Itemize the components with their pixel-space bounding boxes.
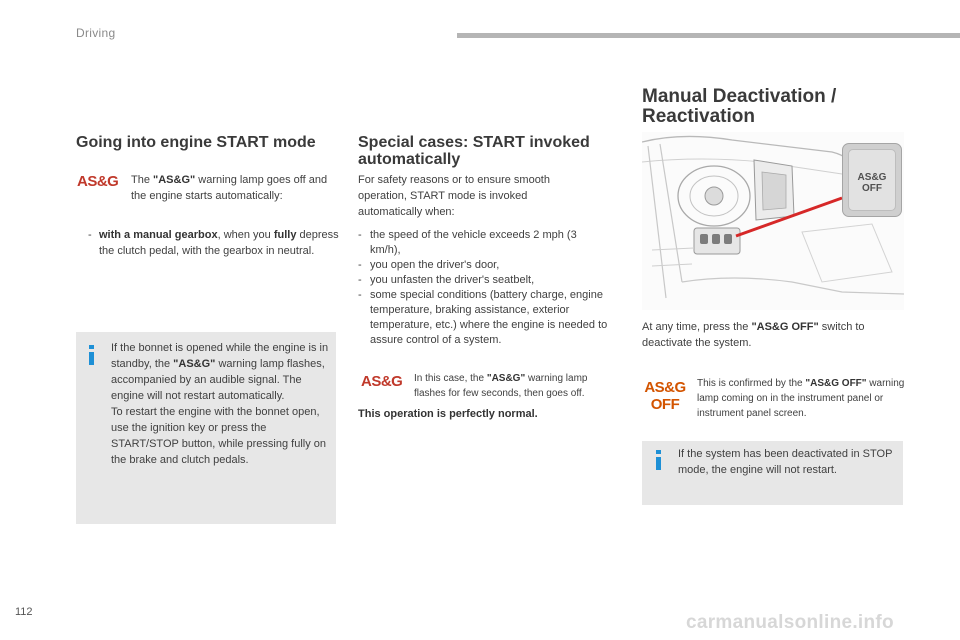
button-label: AS&G	[857, 172, 887, 183]
info-box-bonnet	[76, 332, 336, 524]
asg-warning-icon: AS&G	[361, 373, 403, 390]
special-cases-intro: For safety reasons or to ensure smooth operation, START mode is invoked automatically when:	[358, 174, 550, 218]
deactivated-info-text: If the system has been deactivated in STOP mode, the engine will not restart.	[678, 448, 893, 476]
press-switch-text: At any time, press the "AS&G OFF" switch to deactivate the system.	[642, 321, 865, 349]
list-item: - the speed of the vehicle exceeds 2 mph (3 km/h),	[358, 228, 608, 258]
flash-note-text: In this case, the "AS&G" warning lamp flashes for few seconds, then goes off.	[414, 373, 588, 399]
list-item: - you unfasten the driver's seatbelt,	[358, 273, 608, 288]
start-intro-text: The "AS&G" warning lamp goes off and the engine starts automatically:	[131, 174, 328, 202]
section-title: Driving	[76, 26, 116, 40]
manual-gearbox-item: - with a manual gearbox, when you fully depress the clutch pedal, with the gearbox in neutral.	[88, 229, 339, 257]
list-item: - some special conditions (battery charge, engine temperature, braking assistance, exterior temperature, etc.) where the engine is needed to assure control of a system.	[358, 288, 608, 348]
start-conditions-list	[358, 228, 608, 348]
operation-normal-text: This operation is perfectly normal.	[358, 408, 538, 420]
button-label: OFF	[862, 183, 882, 194]
info-box-deactivated	[642, 441, 903, 505]
heading-engine-start: Going into engine START mode	[76, 134, 316, 151]
header-divider	[457, 33, 960, 38]
asg-off-warning-icon: AS&G OFF	[644, 379, 686, 413]
bonnet-info-text: If the bonnet is opened while the engine is in standby, the "AS&G" warning lamp flashes, accompanied by an audible signal. The engine will not restart automatically. To restart the engine with the bonnet open, use the ignition key or press the START/STOP button, while pressing fully on the brake and clutch pedals.	[111, 342, 329, 466]
asg-warning-icon: AS&G	[77, 173, 119, 190]
watermark: carmanualsonline.info	[686, 612, 894, 633]
asg-off-button-graphic	[842, 143, 902, 217]
confirm-text: This is confirmed by the "AS&G OFF" warning lamp coming on in the instrument panel or instrument panel screen.	[697, 378, 905, 419]
heading-manual-deactivation: Manual Deactivation / Reactivation	[642, 86, 837, 127]
heading-special-cases: Special cases: START invoked automatically	[358, 134, 590, 168]
list-item: - you open the driver's door,	[358, 258, 608, 273]
info-icon	[89, 345, 94, 365]
page-number: 112	[15, 606, 33, 618]
info-icon	[656, 450, 661, 470]
